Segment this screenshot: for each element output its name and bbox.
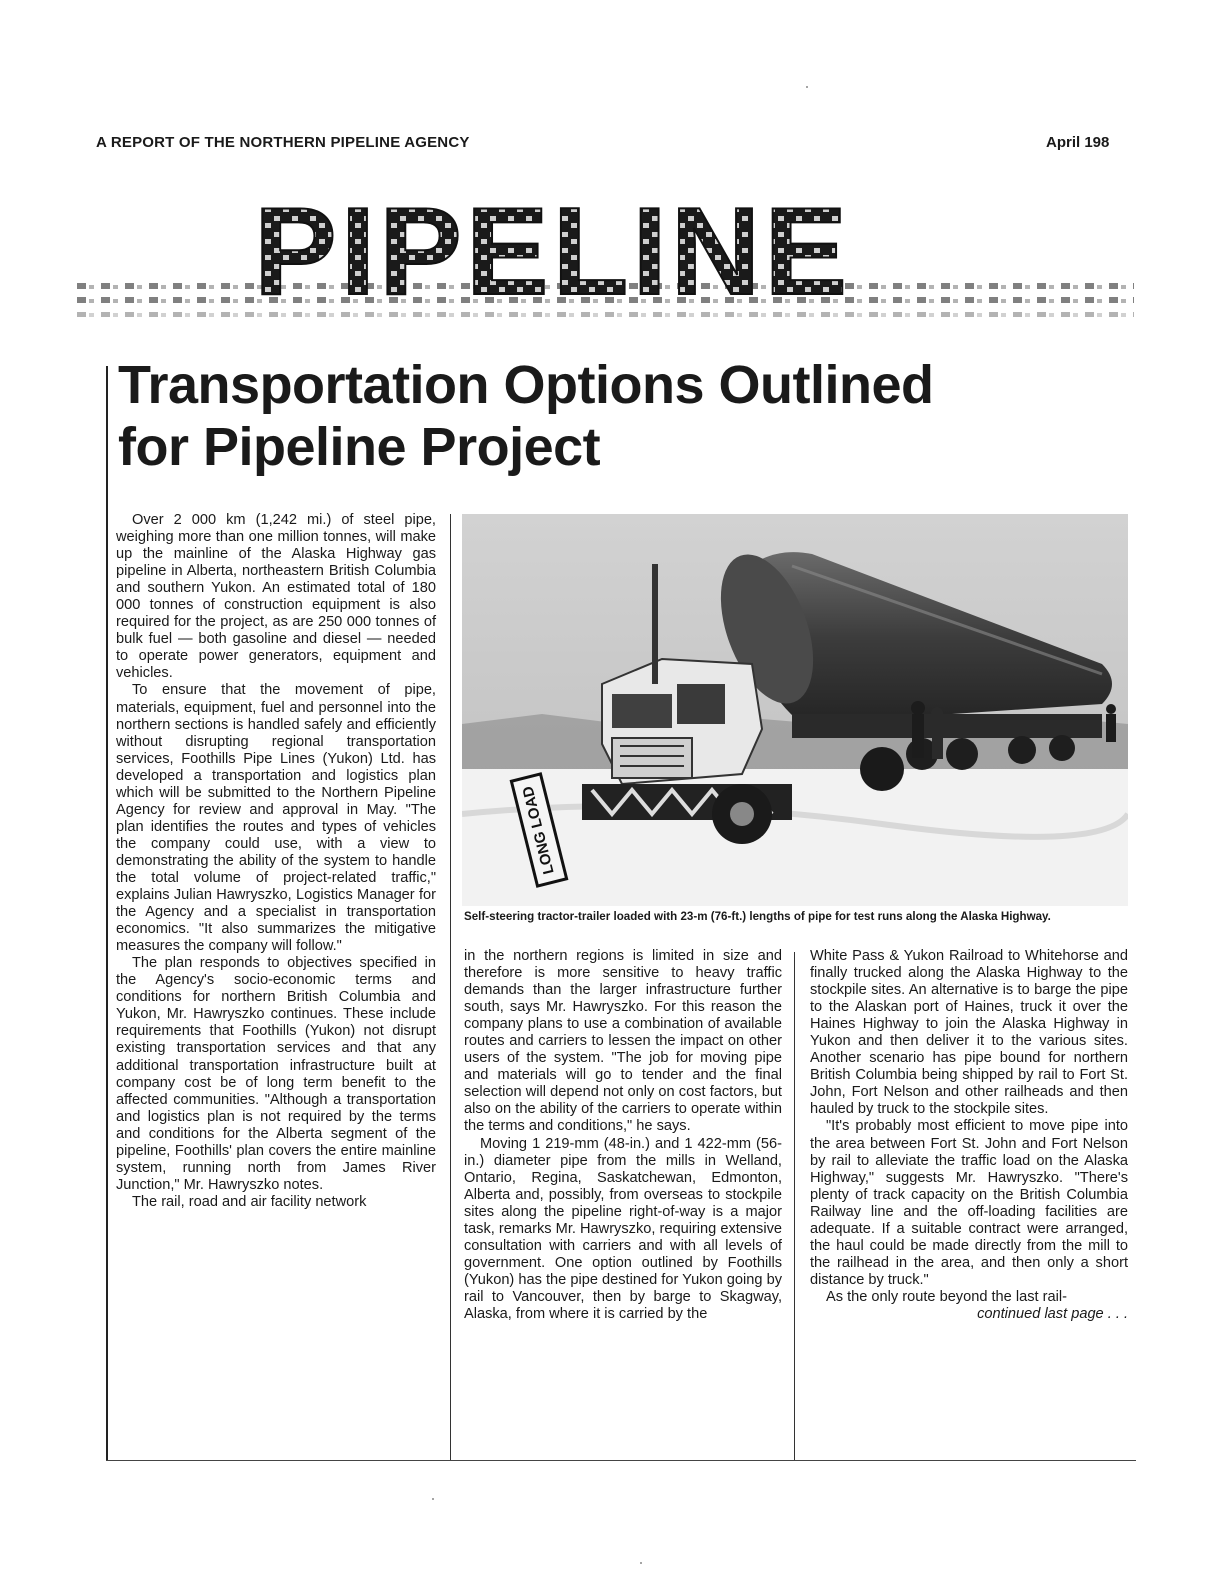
article-column-3 bbox=[810, 948, 1128, 1323]
paragraph: The rail, road and air facility network bbox=[132, 1193, 367, 1210]
paragraph: To ensure that the movement of pipe, materials, equipment, fuel and personnel into the northern sections is handled safely and efficiently without disrupting regional transportation services, Foothills Pipe Lines (Yukon) Ltd. has developed a transportation and logistics plan which will be submitted to the Northern Pipeline Agency for review and approval in May. "The plan identifies the routes and types of vehicles the company could use, with a view to demonstrating the ability of the system to handle the total volume of project-related traffic," explains Julian Hawryszko, Logistics Manager for the Agency and a specialist in transportation economics. "It also summarizes the mitigative measures the company will follow." bbox=[116, 682, 436, 955]
article-column-1 bbox=[116, 512, 436, 1211]
masthead-title: PIPELINE bbox=[254, 183, 852, 321]
sign-text: LONG LOAD bbox=[519, 784, 558, 876]
publication-line: A REPORT OF THE NORTHERN PIPELINE AGENCY bbox=[96, 134, 470, 151]
masthead bbox=[74, 182, 1134, 332]
paragraph: As the only route beyond the last rail- bbox=[826, 1288, 1067, 1305]
scan-speck bbox=[432, 1498, 434, 1500]
headline-line-1: Transportation Options Outlined bbox=[118, 355, 934, 415]
masthead-band-lower bbox=[74, 312, 1134, 322]
truck-photo bbox=[462, 514, 1128, 906]
paragraph: Moving 1 219-mm (48-in.) and 1 422-mm (56-in.) diameter pipe from the mills in Welland, Ontario, Regina, Saskatchewan, Edmonton, Alberta and, possibly, from overseas to stockpile sites along the pipeline right-of-way is a major task, remarks Mr. Hawryszko, requiring extensive consultation with carriers and with all levels of government. One option outlined by Foothills (Yukon) has the pipe destined for Yukon going by rail to Vancouver, then by barge to Skagway, Alaska, from where it is carried by the bbox=[464, 1135, 782, 1322]
photo-caption: Self-steering tractor-trailer loaded with 23-m (76-ft.) lengths of pipe for test runs along the Alaska Highway. bbox=[464, 910, 1051, 923]
paragraph: Over 2 000 km (1,242 mi.) of steel pipe, weighing more than one million tonnes, will make up the mainline of the Alaska Highway gas pipeline in Alberta, northeastern British Columbia and southern Yukon. An estimated total of 180 000 tonnes of construction equipment is also required for the project, as are 250 000 tonnes of bulk fuel — both gasoline and diesel — needed to operate power generators, equipment and vehicles. bbox=[116, 512, 436, 682]
issue-date: April 198 bbox=[1046, 134, 1110, 151]
paragraph: "It's probably most efficient to move pipe into the area between Fort St. John and Fort Nelson by rail to alleviate the traffic load on the Alaska Highway," suggests Mr. Hawryszko. "There's plenty of track capacity on the British Columbia Railway line and the off-loading facilities are adequate. If a suitable contract were arranged, the haul could be made directly from the mill to the railhead in the area, and then only a short distance by truck." bbox=[810, 1118, 1128, 1288]
scan-speck bbox=[806, 86, 808, 88]
column-rule bbox=[794, 952, 795, 1460]
masthead-graphic bbox=[74, 182, 1134, 332]
article-column-2 bbox=[464, 948, 782, 1323]
truck-photo-graphic bbox=[462, 514, 1128, 906]
bottom-rule bbox=[106, 1460, 1136, 1461]
headline-line-2: for Pipeline Project bbox=[118, 417, 601, 477]
paragraph: in the northern regions is limited in size and therefore is more sensitive to heavy traffic demands than the larger infrastructure further south, says Mr. Hawryszko. For this reason the company plans to use a combination of available routes and carriers to lessen the impact on other users of the system. "The job for moving pipe and materials will go to tender and the final selection will depend not only on cost factors, but also on the ability of the carriers to operate within the terms and conditions," he says. bbox=[464, 948, 782, 1135]
scan-speck bbox=[640, 1562, 642, 1564]
paragraph: White Pass & Yukon Railroad to Whitehorse and finally trucked along the Alaska Highway to the stockpile sites. An alternative is to barge the pipe to the Alaskan port of Haines, truck it over the Haines Highway to join the Alaska Highway in Yukon and then deliver it to the various sites. Another scenario has pipe bound for northern British Columbia being shipped by rail to Fort St. John, Fort Nelson and other railheads and then hauled by truck to the stockpile sites. bbox=[810, 948, 1128, 1118]
paragraph: The plan responds to objectives specified in the Agency's socio-economic terms and conditions for northern British Columbia and Yukon, Mr. Hawryszko continues. These include requirements that Foothills (Yukon) not disrupt existing transportation services and that any additional transportation infrastructure built at company cost be of long term benefit to the affected communities. "Although a transportation and logistics plan is not required by the terms and conditions for the Alberta segment of the pipeline, Foothills' plan covers the entire mainline system, running north from James River Junction," Mr. Hawryszko notes. bbox=[116, 955, 436, 1193]
left-rule bbox=[106, 366, 108, 1460]
headline bbox=[118, 354, 1138, 478]
column-rule bbox=[450, 514, 451, 1460]
continued-link[interactable]: continued last page . . . bbox=[977, 1305, 1128, 1322]
